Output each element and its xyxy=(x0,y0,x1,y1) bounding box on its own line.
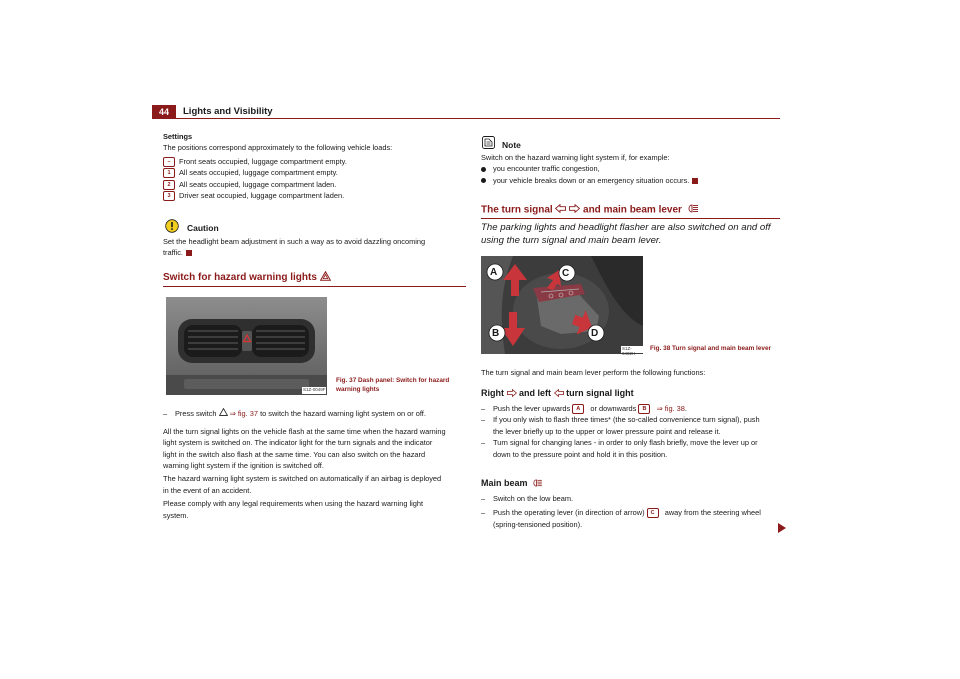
fig38-label-b: B xyxy=(492,328,500,339)
note-bullet: your vehicle breaks down or an emergency situation occurs. xyxy=(481,175,781,186)
settings-item xyxy=(163,167,468,178)
turn-left-arrow-icon xyxy=(555,204,566,216)
main-beam-step: – Switch on the low beam. xyxy=(481,494,574,503)
turn-signal-heading: Right and left turn signal light xyxy=(481,388,634,398)
turn-heading: The turn signal and main beam lever xyxy=(481,204,699,216)
settings-block xyxy=(163,131,468,201)
fig38-code: S1Z-0402H xyxy=(622,346,636,356)
settings-item-text: Driver seat occupied, luggage compartment laden. xyxy=(179,191,345,201)
turn-left-arrow-icon xyxy=(554,389,564,399)
fig38-label-c: C xyxy=(562,268,570,279)
turn-step: – Push the lever upwards A or downwards B ⇒ fig. 38. xyxy=(481,404,687,413)
turn-steps xyxy=(481,403,781,460)
turn-right-arrow-icon xyxy=(507,389,517,399)
main-beam-heading: Main beam xyxy=(481,478,543,489)
caption-line: Fig. 37 Dash panel: Switch for hazard xyxy=(336,377,450,384)
settings-item xyxy=(163,156,468,167)
note-bullet: you encounter traffic congestion, xyxy=(481,163,781,174)
settings-item-text: All seats occupied, luggage compartment laden. xyxy=(179,179,337,189)
hazard-paragraph-3: Please comply with any legal requirements when using the hazard warning light system. xyxy=(163,499,424,520)
caution-line: traffic. xyxy=(163,247,468,258)
turn-step: – If you only wish to flash three times* (the so-called convenience turn signal), push xyxy=(481,415,760,425)
fig37-image xyxy=(166,297,327,395)
caption-line: warning lights xyxy=(336,385,380,393)
turn-step-cont: down to the pressure point and hold it in this position. xyxy=(493,449,668,459)
page-number: 44 xyxy=(152,105,176,119)
note-intro: Switch on the hazard warning light system if, for example: xyxy=(481,153,670,162)
fig37-code: S1Z-0049F xyxy=(303,387,326,392)
fig38-caption: Fig. 38 Turn signal and main beam lever xyxy=(650,345,771,352)
settings-item-text: All seats occupied, luggage compartment empty. xyxy=(179,168,338,178)
turn-intro: The turn signal and main beam lever perform the following functions: xyxy=(481,368,706,377)
main-beam-step: – Push the operating lever (in direction of arrow) C away from the steering wheel xyxy=(481,508,761,518)
main-beam-icon xyxy=(685,204,699,216)
arrow-badge-b: B xyxy=(638,404,650,414)
main-beam-steps xyxy=(481,493,781,530)
caution-line: Set the headlight beam adjustment in such a way as to avoid dazzling oncoming xyxy=(163,237,426,246)
running-title: Lights and Visibility xyxy=(183,106,273,117)
caution-title: Caution xyxy=(187,223,219,233)
note-title: Note xyxy=(502,140,521,150)
load-badge: 2 xyxy=(163,180,175,190)
turn-step: – Turn signal for changing lanes - in order to only flash briefly, move the lever up or xyxy=(481,438,758,448)
turn-heading-rule xyxy=(481,218,780,219)
end-mark-icon xyxy=(692,178,698,184)
hazard-body xyxy=(163,408,468,521)
settings-intro: The positions correspond approximately to the following vehicle loads: xyxy=(163,143,393,153)
load-badge: – xyxy=(163,157,175,167)
fig38-label-a: A xyxy=(490,267,498,278)
end-mark-icon xyxy=(186,250,192,256)
hazard-step: – Press switch ⇒ fig. 37 to switch the hazard warning light system on or off. xyxy=(163,409,426,418)
note-body xyxy=(481,152,781,186)
settings-title: Settings xyxy=(163,132,193,141)
hazard-heading: Switch for hazard warning lights xyxy=(163,271,331,284)
fig38-label-d: D xyxy=(591,328,599,339)
fig37-caption xyxy=(336,377,449,394)
fig37-link[interactable]: ⇒ fig. 37 xyxy=(229,409,258,418)
arrow-badge-c: C xyxy=(647,508,659,518)
main-beam-icon xyxy=(530,479,543,489)
settings-item xyxy=(163,190,468,201)
load-badge: 3 xyxy=(163,191,175,201)
hazard-paragraph-2: The hazard warning light system is switched on automatically if an airbag is deployed in the event of an accident. xyxy=(163,474,442,495)
hazard-triangle-icon xyxy=(219,408,228,419)
caution-text xyxy=(163,236,468,259)
hazard-heading-rule xyxy=(163,286,466,287)
arrow-badge-a: A xyxy=(572,404,584,414)
turn-subtitle: The parking lights and headlight flasher are also switched on and off using the turn signal and main beam lever. xyxy=(481,222,771,246)
settings-item xyxy=(163,179,468,190)
main-beam-step-cont: (spring-tensioned position). xyxy=(493,519,583,529)
hazard-paragraph-1: All the turn signal lights on the vehicle flash at the same time when the hazard warning light system is switched on. The indicator light for the turn signals and the indicator light in the switch also flash at the same time. You can also switch on the hazard warning light system if the ignition is switched off. xyxy=(163,426,446,470)
turn-right-arrow-icon xyxy=(569,204,580,216)
fig38-link[interactable]: ⇒ fig. 38 xyxy=(656,404,685,413)
hazard-triangle-icon xyxy=(320,271,331,284)
settings-item-text: Front seats occupied, luggage compartment empty. xyxy=(179,156,347,166)
fig38-image xyxy=(481,256,643,354)
header-rule xyxy=(152,118,780,119)
turn-step-cont: the lever briefly up to the upper or lower pressure point and release it. xyxy=(493,426,721,436)
next-page-arrow-icon[interactable] xyxy=(777,520,787,538)
load-badge: 1 xyxy=(163,168,175,178)
